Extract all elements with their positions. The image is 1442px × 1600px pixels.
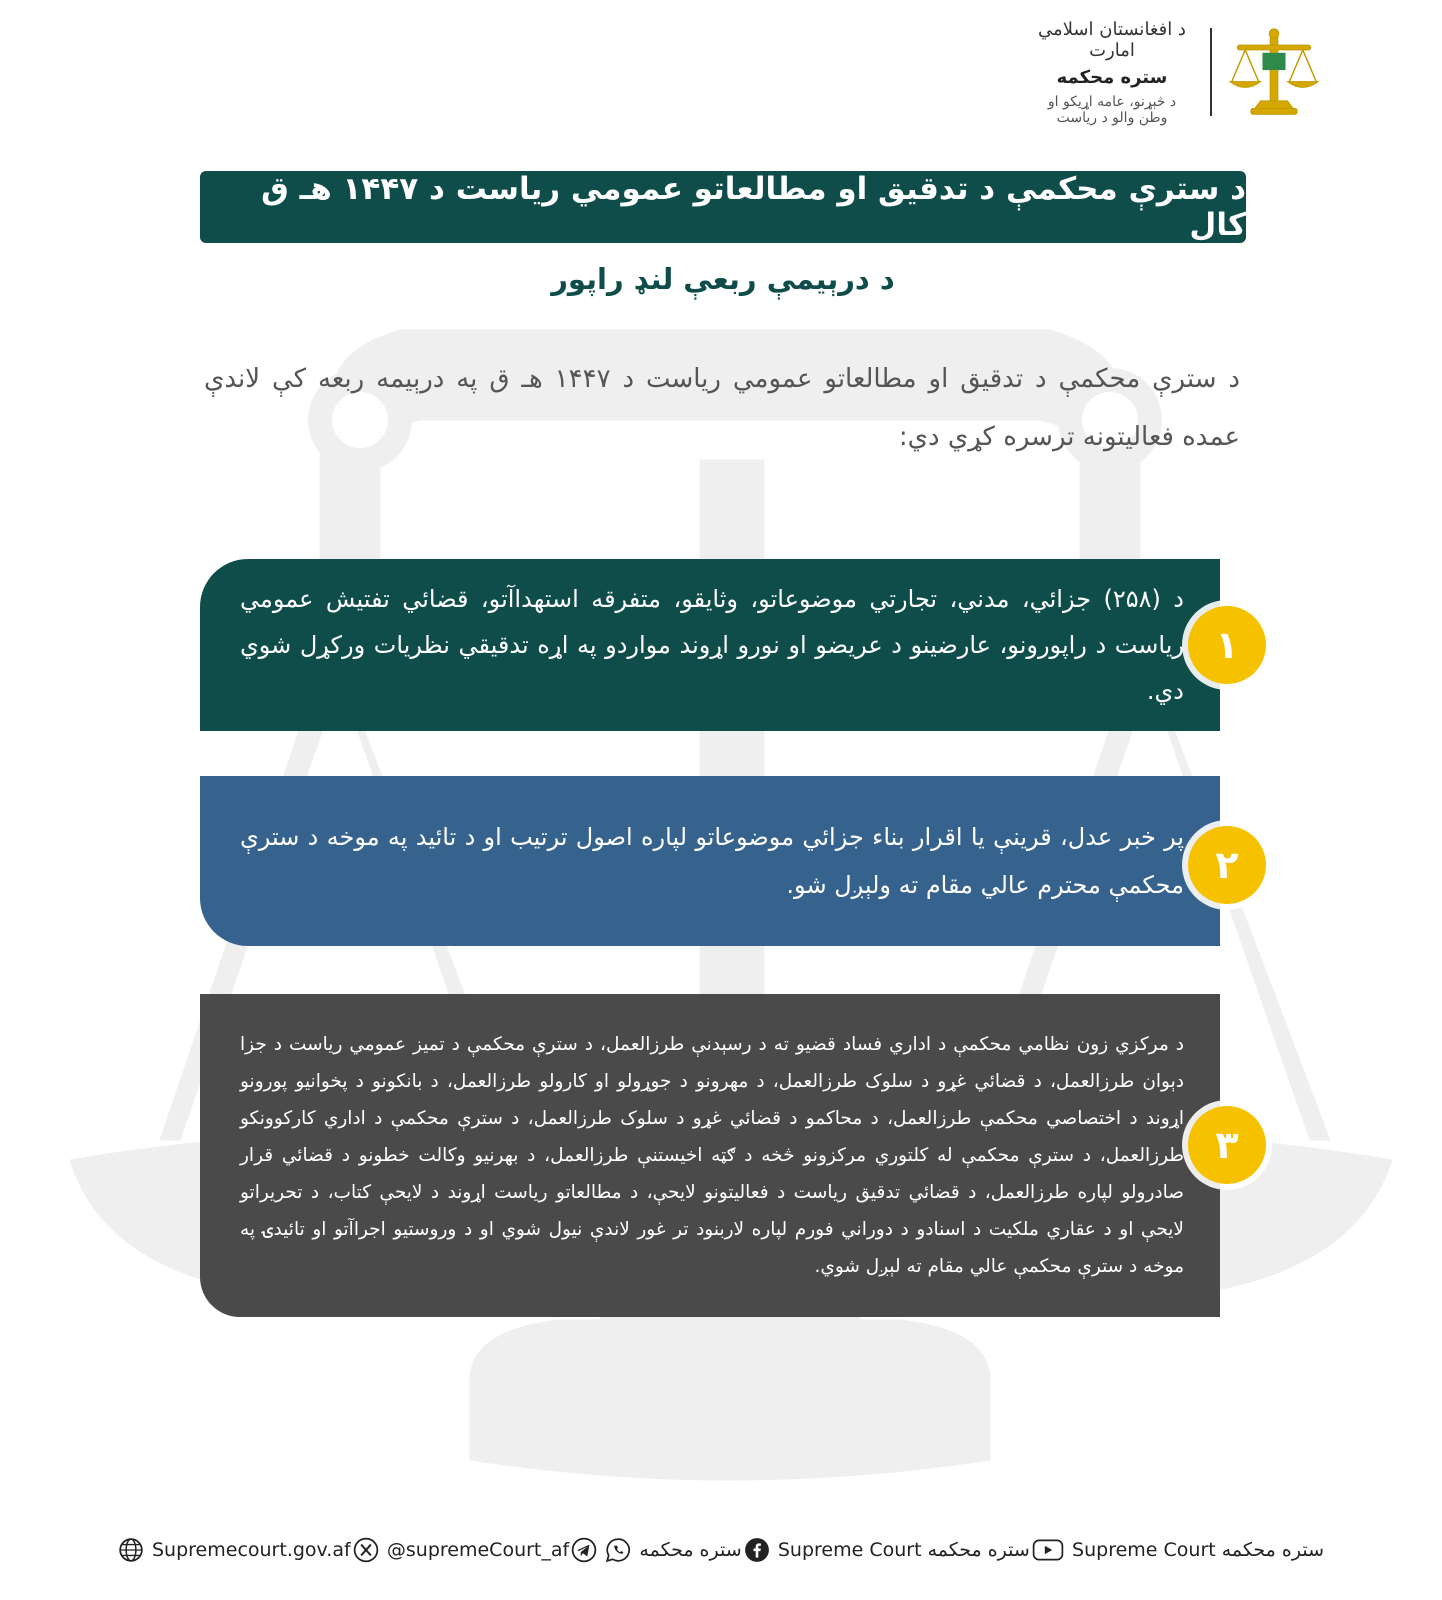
facebook-text: Supreme Court ستره محکمه xyxy=(777,1539,1030,1561)
website-link[interactable] xyxy=(118,1537,351,1563)
header xyxy=(1034,18,1322,126)
emirate-name: د افغانستان اسلامي امارت xyxy=(1038,18,1186,61)
facebook-link[interactable] xyxy=(744,1537,1030,1563)
messaging-text: ستره محکمه xyxy=(639,1539,742,1561)
activity-card-2 xyxy=(200,776,1220,946)
website-text: Supremecourt.gov.af xyxy=(152,1539,351,1561)
globe-icon xyxy=(118,1537,144,1563)
youtube-text: Supreme Court ستره محکمه xyxy=(1072,1539,1324,1561)
x-handle-text: @supremeCourt_af xyxy=(386,1539,570,1561)
whatsapp-icon xyxy=(605,1537,631,1563)
activity-text-1: د (۲۵۸) جزائي، مدني، تجارتي موضوعاتو، وثایقو، متفرقه استهداآتو، قضائي تفتیش عمومي ریاست د راپورونو، عارضینو د عریضو او نورو اړوند مواردو په اړه تدقیقي نظریات ورکړل شوي دي. xyxy=(240,585,1184,705)
x-icon xyxy=(353,1537,379,1563)
facebook-icon xyxy=(744,1537,770,1563)
directorate-name: د څېړنو، عامه اړیکو او وطن والو د ریاست xyxy=(1047,93,1177,126)
activity-card-1 xyxy=(200,559,1220,731)
telegram-icon xyxy=(571,1537,597,1563)
activity-text-3: د مرکزي زون نظامي محکمې د اداري فساد قضیو ته د رسېدنې طرزالعمل، د سترې محکمې د تمیز عمومي ریاست د جزا دېوان طرزالعمل، د قضائي غړو د سلوک طرزالعمل، د مهرونو د جوړولو او کارولو طرزالعمل، د بانکونو د پخوانیو پورونو اړوند د اختصاصي محکمې طرزالعمل، د محاکمو د قضائي غړو د سلوک طرزالعمل، د سترې محکمې د اداري کارکوونکو طرزالعمل، د سترې محکمې له کلتوري مرکزونو څخه د ګټه اخیستنې طرزالعمل، د بهرنیو وکالت خطونو د قضائي قرار صادرولو لپاره طرزالعمل، د قضائي تدقیق ریاست د فعالیتونو لایحې، د مطالعاتو ریاست اړوند د لایحې کتاب، د تحریراتو لایحې او د عقاري ملکیت د اسنادو د دوراني فورم لپاره لاربنود تر غور لاندې نیول شوي او د وروستیو اجراآتو او تائیدۍ په موخه د سترې محکمې عالي مقام ته لېږل شوي. xyxy=(240,1034,1184,1277)
youtube-icon xyxy=(1032,1537,1064,1563)
number-badge-3: ۳ xyxy=(1188,1106,1266,1184)
x-link[interactable] xyxy=(353,1537,569,1563)
title-bar xyxy=(200,171,1246,243)
scales-of-justice-icon xyxy=(1226,24,1322,120)
messaging-link[interactable] xyxy=(571,1537,741,1563)
number-badge-1: ۱ xyxy=(1188,606,1266,684)
page-subtitle: د درېیمې ربعې لنډ راپور xyxy=(551,262,895,296)
intro-paragraph: د سترې محکمې د تدقیق او مطالعاتو عمومي ریاست د ۱۴۴۷ هـ ق په درېیمه ربعه کې لاندې عمده فعالیتونه ترسره کړي دي: xyxy=(204,364,1240,452)
number-badge-2: ۲ xyxy=(1188,826,1266,904)
youtube-link[interactable] xyxy=(1032,1537,1324,1563)
activity-card-3 xyxy=(200,994,1220,1317)
header-divider xyxy=(1210,28,1212,116)
footer xyxy=(118,1532,1324,1568)
header-text xyxy=(1034,19,1204,126)
activity-text-2: پر خبر عدل، قرینې یا اقرار بناء جزائي موضوعاتو لپاره اصول ترتیب او د تائید په موخه د سترې محکمې محترم عالي مقام ته ولېږل شو. xyxy=(240,823,1184,899)
court-name: ستره محکمه xyxy=(1056,66,1168,88)
page-title: د سترې محکمې د تدقیق او مطالعاتو عمومي ریاست د ۱۴۴۷ هـ ق کال xyxy=(261,171,1246,243)
